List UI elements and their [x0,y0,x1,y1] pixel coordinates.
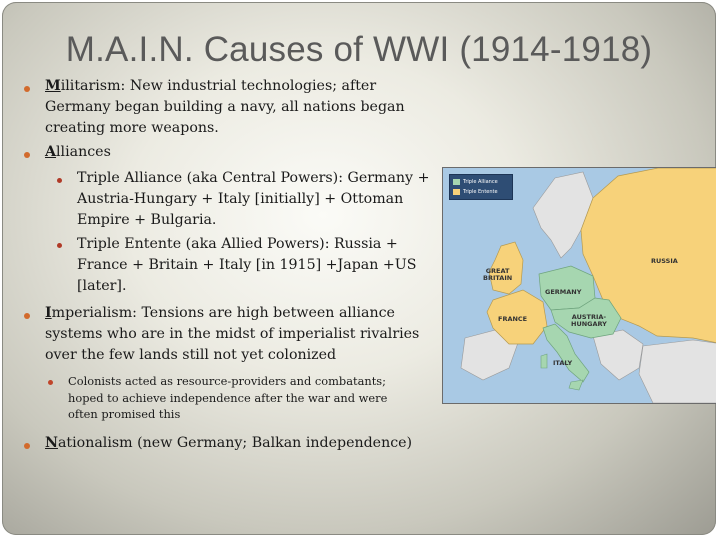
label-italy: ITALY [553,359,573,367]
legend-triple-alliance: Triple Alliance [453,178,498,186]
bullet-dot [24,86,30,92]
sub-bullet-dot [57,178,62,183]
sardinia-shape [541,354,547,368]
bullet-initial: I [45,305,52,321]
ottoman-shape [639,340,716,403]
bullet-colonists: Colonists acted as resource-providers and combatants; hoped to achieve independence after the war and were often promised this [68,374,388,421]
label-france: FRANCE [498,315,528,323]
bullet-triple-alliance: Triple Alliance (aka Central Powers): Germany + Austria-Hungary + Italy [initially] + Ottoman Empire + Bulgaria. [77,170,430,228]
slide [2,2,716,535]
bullet-dot [24,443,30,449]
bullet-triple-entente: Triple Entente (aka Allied Powers): Russia + France + Britain + Italy [in 1915] +Japan +US [later]. [77,236,417,294]
sub-bullet-dot [48,380,53,385]
map-legend [449,174,513,200]
bullet-initial: N [45,435,58,451]
label-great-britain: GREAT BRITAIN [483,267,513,282]
bullet-imperialism: Imperialism: Tensions are high between alliance systems who are in the midst of imperialist rivalries over the few lands still not yet colonized [45,305,420,363]
bullet-dot [24,313,30,319]
legend-swatch-entente [453,189,460,195]
europe-alliances-map [442,167,716,404]
legend-triple-entente: Triple Entente [453,188,498,196]
balkans-shape [593,330,643,380]
sub-bullet-dot [57,243,62,248]
bullet-nationalism: Nationalism (new Germany; Balkan independence) [45,435,413,451]
label-germany: GERMANY [545,288,582,296]
legend-swatch-alliance [453,179,460,185]
bullet-militarism: Militarism: New industrial technologies; after Germany began building a navy, all nations began creating more weapons. [45,78,405,136]
bullet-dot [24,152,30,158]
sicily-shape [569,380,583,390]
slide-title: M.A.I.N. Causes of WWI (1914-1918) [65,30,653,69]
label-russia: RUSSIA [651,257,678,265]
bullet-alliances: Alliances [45,144,111,160]
bullet-initial: A [45,144,57,160]
bullet-initial: M [45,78,61,94]
label-austria-hungary: AUSTRIA- HUNGARY [571,313,607,328]
map-shapes [443,168,716,403]
